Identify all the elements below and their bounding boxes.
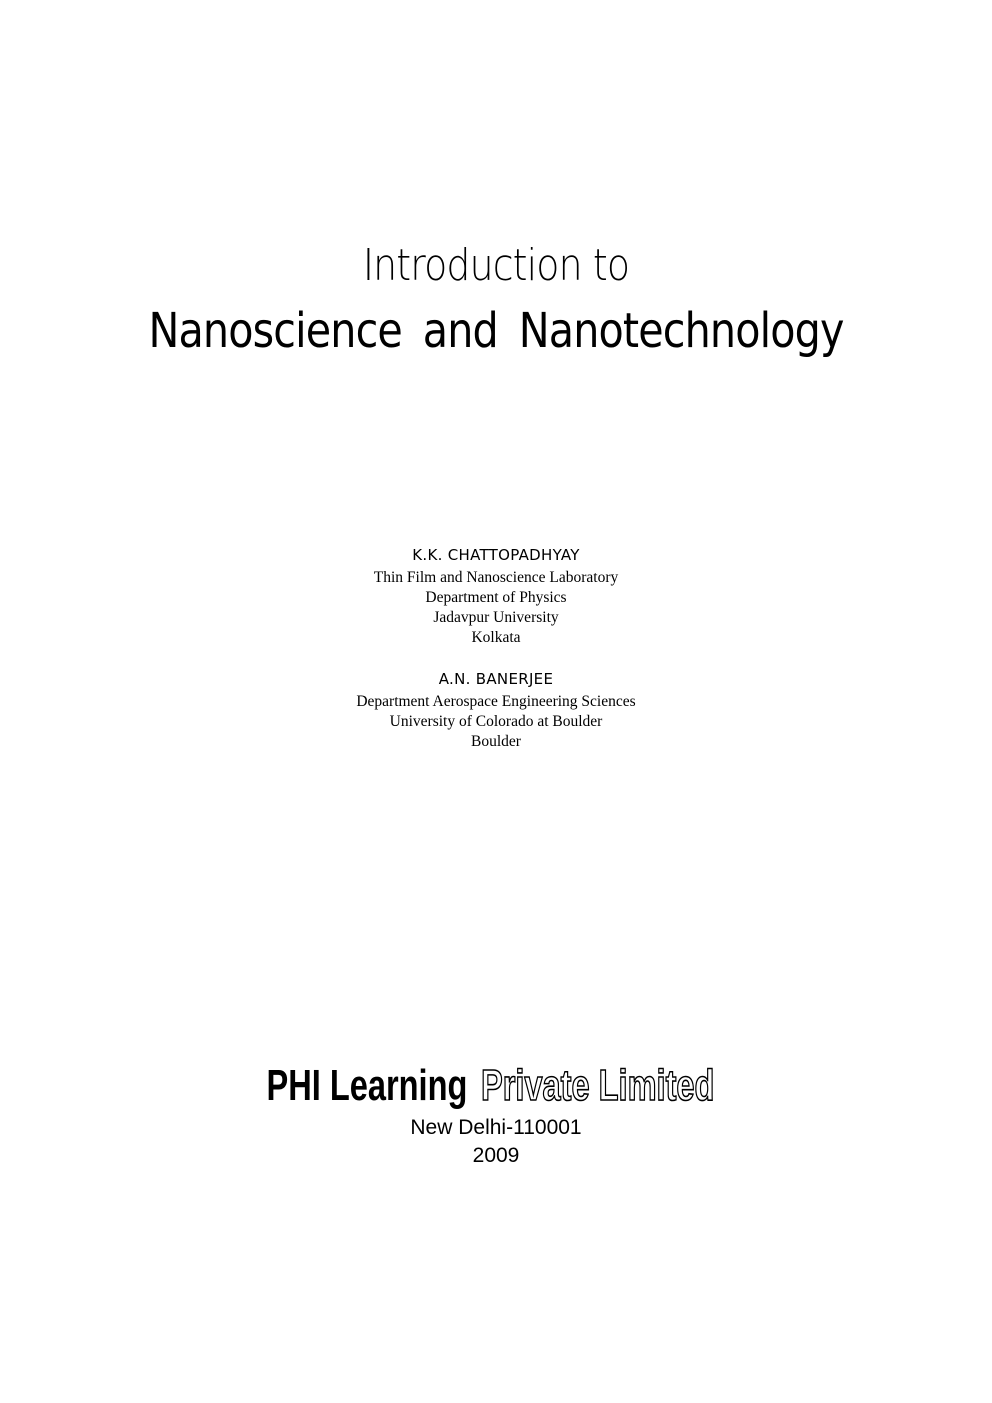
affiliation-line: University of Colorado at Boulder [389,713,603,730]
publisher-logo [0,1062,992,1120]
affiliation-line: Thin Film and Nanoscience Laboratory [373,569,619,586]
affiliation-line: Boulder [471,733,521,750]
publisher-city: New Delhi-110001 [410,1116,582,1139]
publisher-name-bold: PHI Learning [266,1061,467,1110]
publication-year: 2009 [472,1144,520,1167]
affiliation-line: Kolkata [471,629,521,646]
author-block-2 [0,669,992,752]
affiliation-line: Department of Physics [425,589,567,606]
author-name: K.K. CHATTOPADHYAY [412,546,580,564]
author-name: A.N. BANERJEE [438,670,554,688]
book-title-line-2: Nanoscience and Nanotechnology [148,303,844,359]
affiliation-line: Department Aerospace Engineering Sciences [356,693,636,710]
book-title-line-1: Introduction to [362,240,630,291]
affiliation-line: Jadavpur University [433,609,559,626]
author-block-1 [0,545,992,648]
publisher-name-outline: Private Limited [480,1061,715,1110]
